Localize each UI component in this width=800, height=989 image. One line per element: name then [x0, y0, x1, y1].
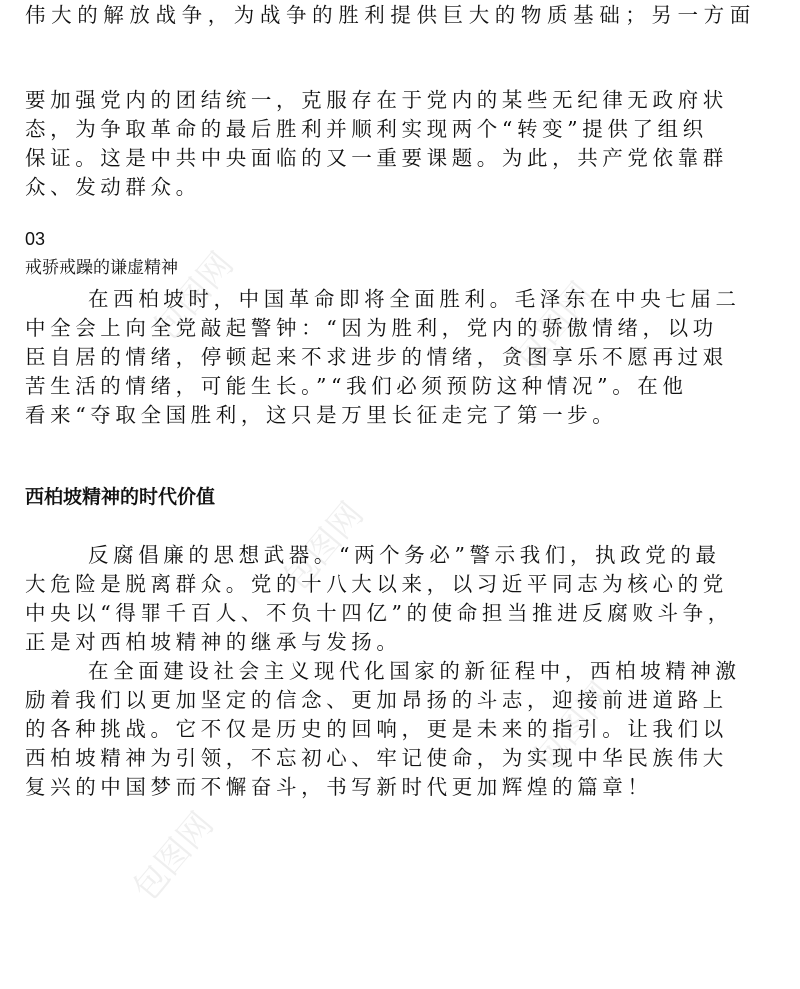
paragraph-line: 大危险是脱离群众。党的十八大以来，以习近平同志为核心的党 [25, 572, 728, 596]
section-subtitle: 戒骄戒躁的谦虚精神 [25, 258, 178, 278]
paragraph-line: 反腐倡廉的思想武器。“两个务必”警示我们，执政党的最 [88, 543, 721, 567]
paragraph-line: 正是对西柏坡精神的继承与发扬。 [25, 630, 402, 654]
watermark-stamp: 包图网 [505, 274, 602, 379]
paragraph-line: 苦生活的情绪，可能生长。”“我们必须预防这种情况”。在他 [25, 374, 688, 398]
paragraph-line: 要加强党内的团结统一，克服存在于党内的某些无纪律无政府状 [25, 88, 728, 112]
paragraph-line: 在全面建设社会主义现代化国家的新征程中，西柏坡精神激 [88, 659, 741, 683]
paragraph-top-line: 伟大的解放战争，为战争的胜利提供巨大的物质基础；另一方面 [25, 3, 756, 27]
paragraph-line: 保证。这是中共中央面临的又一重要课题。为此，共产党依靠群 [25, 146, 728, 170]
watermark-stamp: 包图网 [125, 804, 222, 909]
watermark-stamp: 包图网 [275, 494, 372, 599]
paragraph-line: 在西柏坡时，中国革命即将全面胜利。毛泽东在中央七届二 [88, 287, 741, 311]
paragraph-line: 中央以“得罪千百人、不负十四亿”的使命担当推进反腐败斗争， [25, 601, 733, 625]
paragraph-line: 励着我们以更加坚定的信念、更加昂扬的斗志，迎接前进道路上 [25, 688, 728, 712]
paragraph-line: 臣自居的情绪，停顿起来不求进步的情绪，贪图享乐不愿再过艰 [25, 345, 728, 369]
paragraph-line: 的各种挑战。它不仅是历史的回响，更是未来的指引。让我们以 [25, 717, 728, 741]
paragraph-line: 西柏坡精神为引领，不忘初心、牢记使命，为实现中华民族伟大 [25, 746, 728, 770]
section-number: 03 [25, 229, 46, 249]
watermark-stamp: 包图网 [525, 674, 622, 779]
paragraph-line: 众、发动群众。 [25, 175, 201, 199]
paragraph-line: 中全会上向全党敲起警钟：“因为胜利，党内的骄傲情绪，以功 [25, 316, 718, 340]
paragraph-line: 复兴的中国梦而不懈奋斗，书写新时代更加辉煌的篇章！ [25, 775, 653, 799]
section-heading: 西柏坡精神的时代价值 [25, 486, 216, 508]
paragraph-line: 态，为争取革命的最后胜利并顺利实现两个“转变”提供了组织 [25, 117, 708, 141]
paragraph-line: 看来“夺取全国胜利，这只是万里长征走完了第一步。 [25, 403, 618, 427]
watermark-stamp: 包图网 [145, 244, 242, 349]
